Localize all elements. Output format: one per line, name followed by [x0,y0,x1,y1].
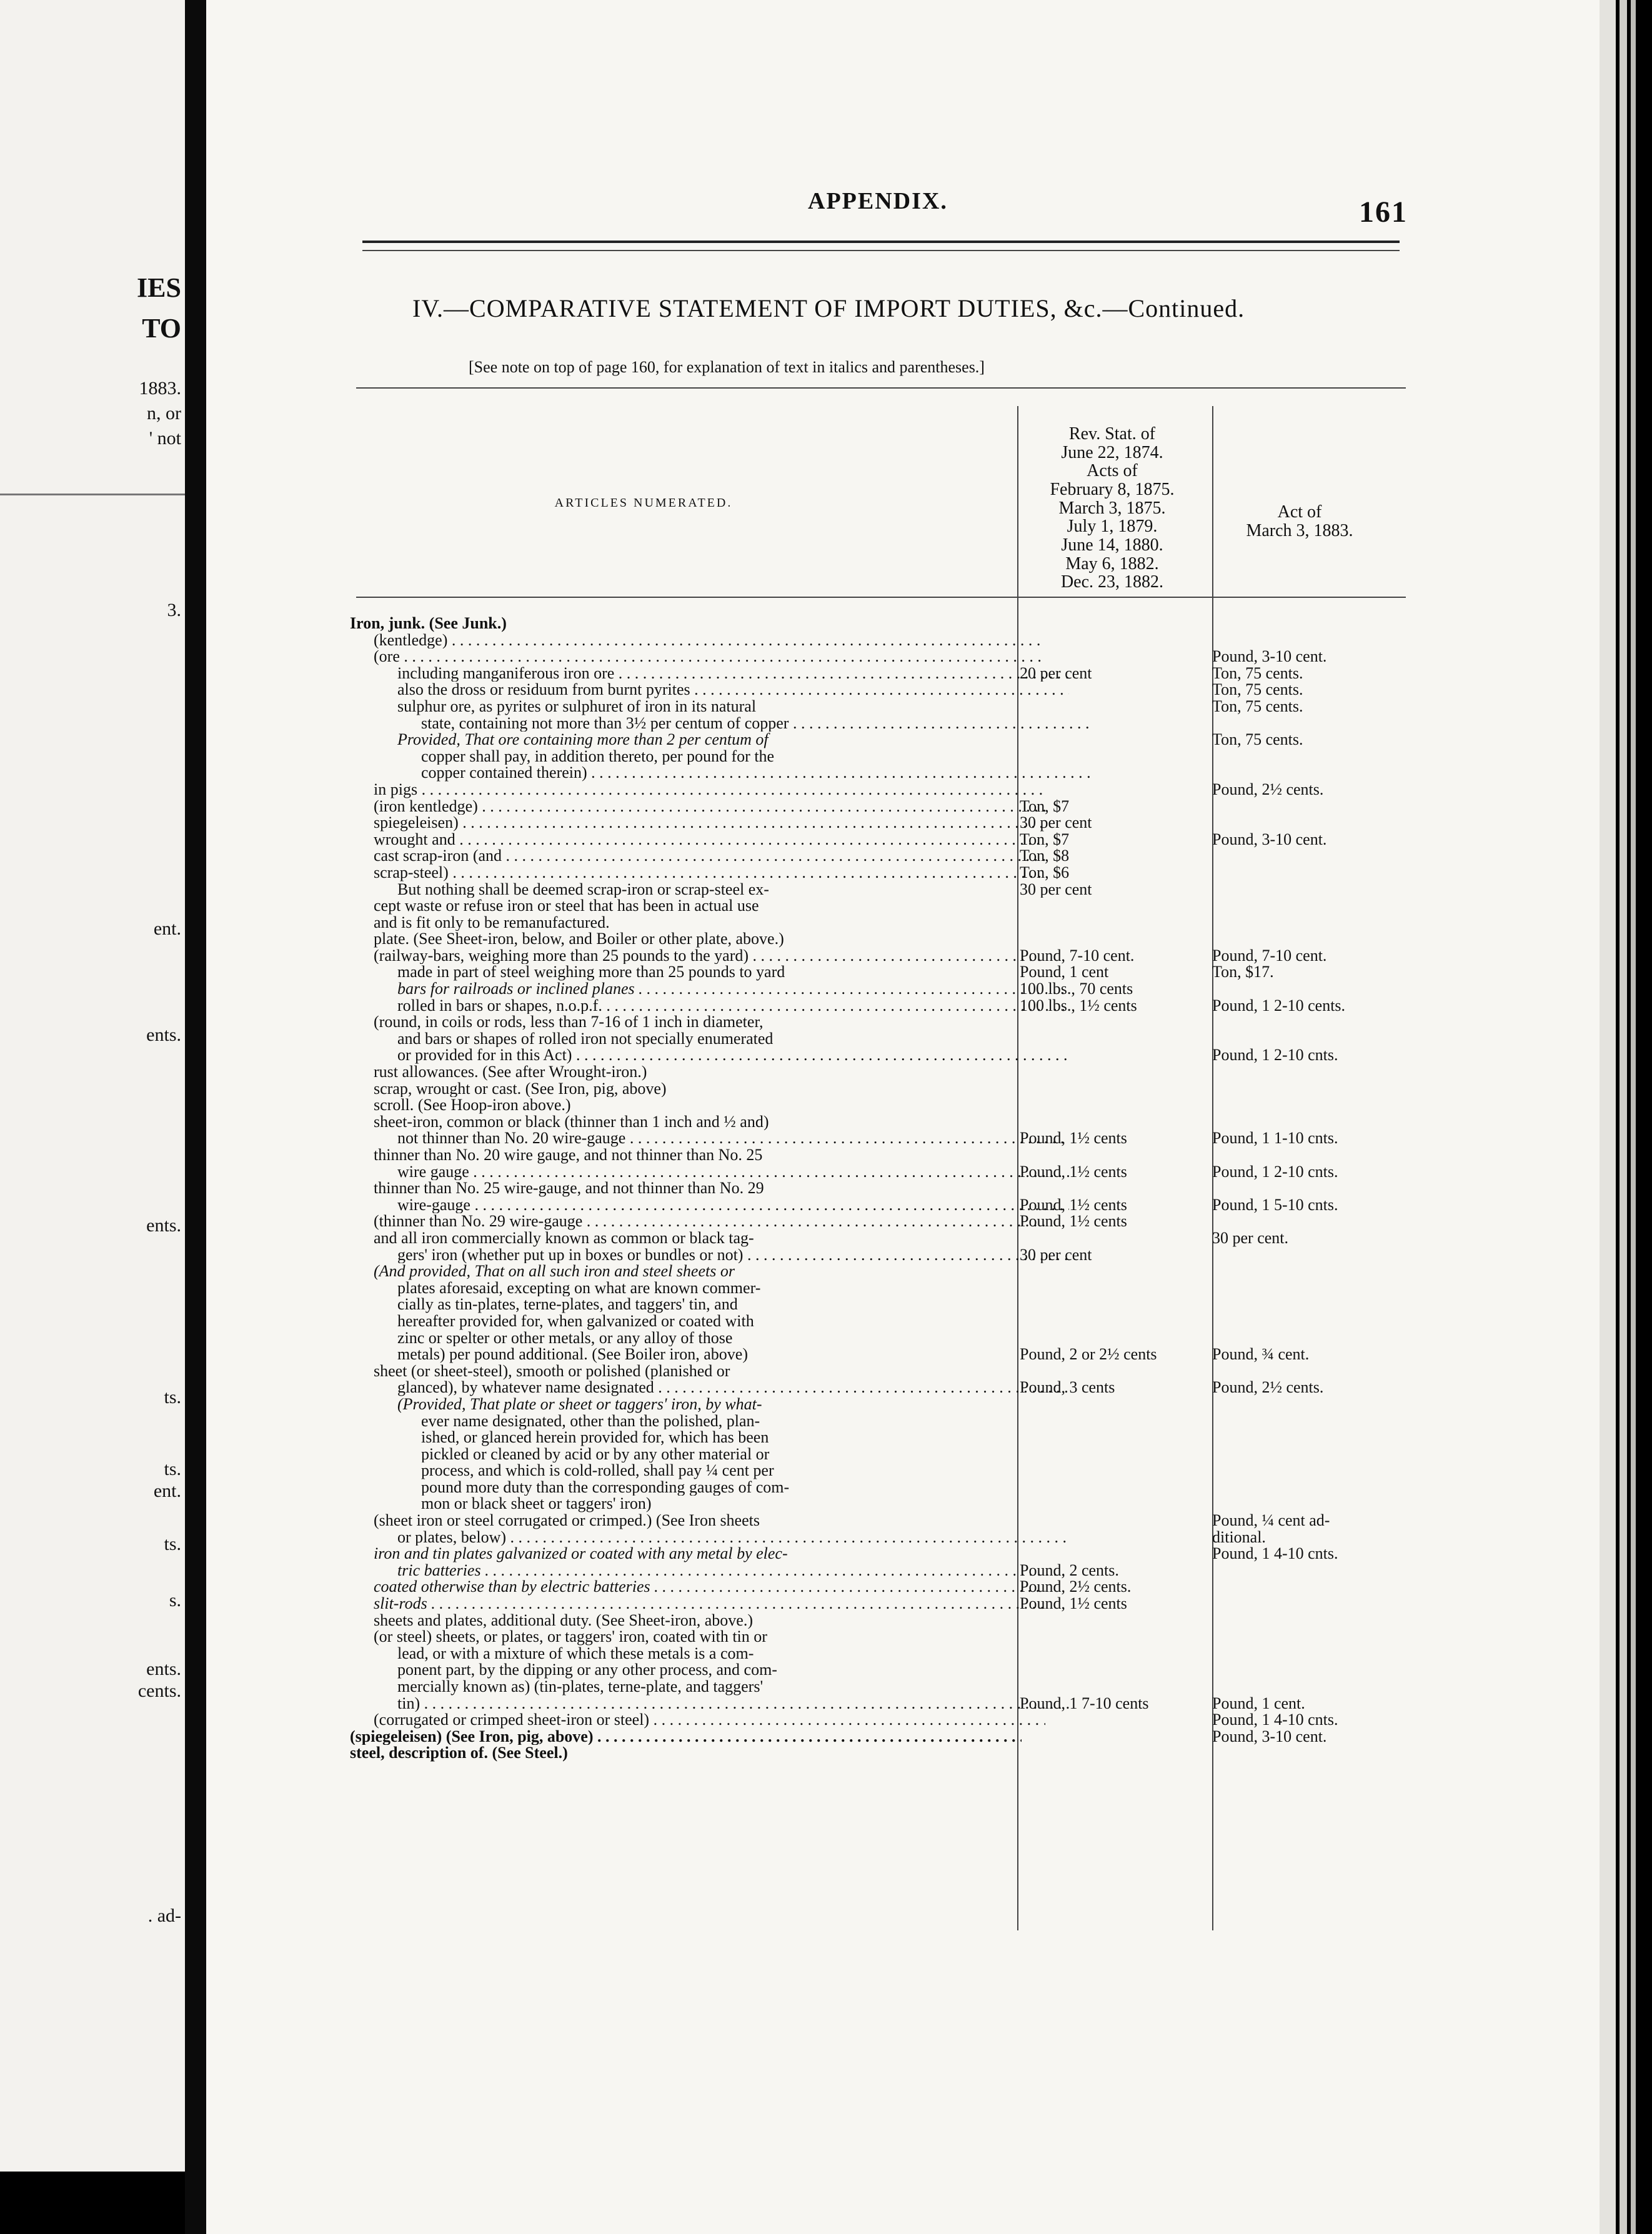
table-row [350,865,1412,881]
article-cell: sheet (or sheet-steel), smooth or polished (planished or [374,1363,730,1380]
new-rate-cell: Pound, 1 2-10 cents. [1212,997,1346,1015]
old-rate-cell: Pound, 7-10 cent. [1020,947,1135,965]
left-page-fragment: . ad- [147,1905,181,1926]
header-rule-thin [362,250,1400,251]
left-page-fragment: ents. [146,1215,181,1236]
table-row [350,1646,1412,1662]
table-row [350,782,1412,798]
old-rate-cell: Ton, $7 [1020,798,1070,815]
article-cell: sheet-iron, common or black (thinner than 1 inch and ½ and) [374,1113,769,1131]
article-cell: gers' iron (whether put up in boxes or bundles or not) . . . [350,1247,1069,1264]
old-acts-header-line: Acts of [1087,461,1138,481]
left-page-fragment: ents. [146,1025,181,1045]
old-rate-cell: 100 lbs., 1½ cents [1020,997,1137,1015]
table-row [350,698,1412,715]
article-cell: (thinner than No. 29 wire-gauge . . . [350,1213,1045,1230]
table-row [350,1031,1412,1048]
table-row [350,848,1412,865]
article-cell: Provided, That ore containing more than 2 per centum of [397,732,769,748]
old-acts-header-line: June 22, 1874. [1061,442,1163,462]
left-page-fragment: ts. [164,1387,181,1407]
article-cell: spiegeleisen) . . . [350,815,1045,832]
article-cell: hereafter provided for, when galvanized or coated with [397,1313,754,1330]
article-cell: sulphur ore, as pyrites or sulphuret of iron in its natural [397,698,757,715]
article-cell: plate. (See Sheet-iron, below, and Boiler or other plate, above.) [374,931,784,948]
new-rate-cell: ditional. [1212,1529,1266,1546]
article-cell: scrap-steel) . . . [350,865,1045,881]
article-cell: iron and tin plates galvanized or coated with any metal by elec- [374,1546,788,1562]
article-cell: (railway-bars, weighing more than 25 pounds to the yard) . . . [350,948,1045,965]
table-row [350,1130,1412,1147]
article-cell: ished, or glanced herein provided for, which has been [421,1429,769,1446]
table-row [350,765,1412,782]
new-rate-cell: Ton, 75 cents. [1212,665,1303,682]
table-row [350,1679,1412,1695]
article-cell: lead, or with a mixture of which these metals is a com- [397,1645,754,1662]
table-row [350,1114,1412,1131]
table-row [350,1579,1412,1596]
act-1883-header-line: Act of [1277,502,1322,522]
old-rate-cell: Pound, 3 cents [1020,1379,1115,1396]
old-rate-cell: 20 per cent [1020,665,1092,682]
old-rate-cell: Ton, $8 [1020,848,1070,865]
article-cell: also the dross or residuum from burnt pyrites . . . [350,682,1069,698]
article-cell: (ore . . . [350,648,1045,665]
table-row [350,1379,1412,1396]
article-cell: tric batteries . . . [350,1562,1069,1579]
article-cell: tin) . . . [350,1695,1069,1712]
old-acts-header-line: Dec. 23, 1882. [1060,572,1164,592]
new-rate-cell: Ton, 75 cents. [1212,698,1303,715]
old-acts-header-line: March 3, 1875. [1058,498,1166,518]
book-gutter [185,0,206,2234]
article-cell: cially as tin-plates, terne-plates, and taggers' tin, and [397,1296,738,1313]
old-acts-header-line: July 1, 1879. [1067,517,1158,537]
old-rate-cell: Ton, $7 [1020,831,1070,848]
new-rate-cell: Pound, 1 1-10 cnts. [1212,1130,1338,1147]
new-rate-cell: Pound, 2½ cents. [1212,781,1324,798]
article-cell: pickled or cleaned by acid or by any other material or [421,1446,770,1463]
left-page-fragment: ' not [149,428,181,449]
column-header-act-1883 [1206,503,1393,540]
new-rate-cell: Ton, 75 cents. [1212,682,1303,698]
table-row [350,998,1412,1015]
left-page-fragment: 3. [167,600,181,620]
article-cell: plates aforesaid, excepting on what are known commer- [397,1279,761,1297]
table-row [350,1596,1412,1612]
page-number: 161 [1359,196,1408,229]
table-row [350,1097,1412,1114]
article-cell: or plates, below) . . . [350,1529,1069,1546]
article-cell: thinner than No. 20 wire gauge, and not thinner than No. 25 [374,1147,763,1164]
table-row [350,715,1412,732]
table-row [350,1047,1412,1064]
new-rate-cell: Ton, $17. [1212,964,1274,981]
old-rate-cell: Pound, 1 7-10 cents [1020,1695,1149,1712]
table-row [350,1081,1412,1098]
article-cell: But nothing shall be deemed scrap-iron or scrap-steel ex- [397,881,769,898]
article-cell: process, and which is cold-rolled, shall pay ¼ cent per [421,1462,774,1479]
new-rate-cell: Ton, 75 cents. [1212,732,1303,748]
duty-table [350,615,1412,1762]
table-row [350,1280,1412,1297]
article-cell: copper shall pay, in addition thereto, per pound for the [421,748,775,765]
article-cell: rolled in bars or shapes, n.o.p.f. . . . [350,998,1069,1015]
article-cell: rust allowances. (See after Wrought-iron.) [374,1064,647,1081]
table-row [350,1745,1412,1762]
table-row [350,1230,1412,1247]
old-rate-cell: Pound, 1½ cents [1020,1596,1127,1612]
table-row [350,1729,1412,1745]
page [206,0,1600,2234]
table-row [350,981,1412,998]
table-row [350,1712,1412,1729]
table-row [350,682,1412,698]
table-row [350,1562,1412,1579]
left-page-fragment: TO [142,313,181,344]
table-row [350,1197,1412,1214]
old-rate-cell: Pound, 1½ cents [1020,1213,1127,1230]
table-row [350,1529,1412,1546]
table-row [350,648,1412,665]
left-page-fragment: s. [169,1590,181,1611]
old-rate-cell: Pound, 1½ cents [1020,1196,1127,1214]
table-row [350,915,1412,931]
table-row [350,615,1412,632]
table-row [350,748,1412,765]
table-row [350,881,1412,898]
table-row [350,798,1412,815]
article-cell: or provided for in this Act) . . . [350,1047,1069,1064]
article-cell: ever name designated, other than the polished, plan- [421,1412,760,1430]
old-rate-cell: Pound, 1 cent [1020,964,1109,981]
table-row [350,1413,1412,1430]
old-rate-cell: Pound, 1½ cents [1020,1130,1127,1147]
table-row [350,1330,1412,1347]
old-acts-header-line: Rev. Stat. of [1068,424,1156,444]
new-rate-cell: Pound, 2½ cents. [1212,1379,1324,1396]
article-cell: zinc or spelter or other metals, or any alloy of those [397,1329,733,1347]
left-page-fragment: cents. [137,1680,181,1701]
new-rate-cell: Pound, 3-10 cent. [1212,648,1327,665]
new-rate-cell: Pound, 1 cent. [1212,1695,1305,1712]
article-cell: steel, description of. (See Steel.) [350,1745,568,1762]
article-cell: (corrugated or crimped sheet-iron or steel) . . . [350,1712,1045,1729]
article-cell: (Provided, That plate or sheet or taggers' iron, by what- [397,1396,762,1413]
article-cell: pound more duty than the corresponding gauges of com- [421,1479,790,1496]
running-title: APPENDIX. [808,188,948,214]
article-cell: ponent part, by the dipping or any other process, and com- [397,1662,777,1679]
header-bottom-rule [356,597,1406,598]
table-row [350,815,1412,832]
new-rate-cell: 30 per cent. [1212,1229,1289,1247]
new-rate-cell: Pound, 1 2-10 cnts. [1212,1163,1338,1181]
article-cell: glanced), by whatever name designated . . . [350,1379,1069,1396]
table-row [350,632,1412,649]
table-row [350,1296,1412,1313]
table-row [350,931,1412,948]
new-rate-cell: Pound, 1 4-10 cnts. [1212,1546,1338,1562]
article-cell: scrap, wrought or cast. (See Iron, pig, above) [374,1080,667,1098]
article-cell: and bars or shapes of rolled iron not specially enumerated [397,1030,774,1048]
column-header-old-acts [1018,425,1206,592]
section-title: IV.—COMPARATIVE STATEMENT OF IMPORT DUTIES, &c.—Continued. [412,294,1245,322]
table-row [350,1546,1412,1562]
act-1883-header-line: March 3, 1883. [1246,520,1353,540]
article-cell: (round, in coils or rods, less than 7-16 of 1 inch in diameter, [374,1014,764,1031]
article-cell: bars for railroads or inclined planes . . . [350,981,1069,998]
page-edge-1 [1600,0,1616,2234]
article-cell: mon or black sheet or taggers' iron) [421,1496,652,1513]
old-rate-cell: Pound, 1½ cents [1020,1163,1127,1181]
left-page-fragment: n, or [147,403,181,424]
article-cell: wire gauge . . . [350,1164,1069,1181]
table-row [350,898,1412,915]
table-row [350,1512,1412,1529]
left-page-fragment: ts. [164,1459,181,1479]
left-page-fragment: ent. [153,918,181,939]
section-note: [See note on top of page 160, for explanation of text in italics and parentheses.] [469,358,985,376]
article-cell: in pigs . . . [350,782,1045,798]
table-row [350,1263,1412,1280]
old-acts-header-line: May 6, 1882. [1065,554,1159,573]
table-row [350,1346,1412,1363]
new-rate-cell: Pound, 3-10 cent. [1212,831,1327,848]
table-row [350,1612,1412,1629]
left-page-fragment: ts. [164,1534,181,1554]
article-cell: metals) per pound additional. (See Boiler iron, above) [397,1346,749,1363]
table-row [350,1247,1412,1264]
old-rate-cell: Pound, 2½ cents. [1020,1579,1132,1596]
old-rate-cell: Pound, 2 cents. [1020,1562,1119,1579]
left-page-fragment: 1883. [139,378,181,399]
old-acts-header-line: February 8, 1875. [1050,480,1175,500]
new-rate-cell: Pound, ¾ cent. [1212,1346,1310,1363]
left-page-edge [0,0,185,2172]
article-cell: slit-rods . . . [350,1596,1045,1612]
article-cell: and is fit only to be remanufactured. [374,914,610,931]
new-rate-cell: Pound, 1 2-10 cnts. [1212,1047,1338,1065]
article-cell: sheets and plates, additional duty. (See Sheet-iron, above.) [374,1612,753,1629]
table-row [350,1363,1412,1380]
table-row [350,1164,1412,1181]
new-rate-cell: Pound, 1 4-10 cnts. [1212,1712,1338,1729]
new-rate-cell: Pound, ¼ cent ad- [1212,1512,1330,1529]
table-row [350,964,1412,981]
article-cell: (kentledge) . . . [350,632,1045,649]
article-cell: (iron kentledge) . . . [350,798,1045,815]
article-cell: (spiegeleisen) (See Iron, pig, above) . . . [350,1729,1022,1745]
article-cell: made in part of steel weighing more than 25 pounds to yard [397,964,785,981]
table-row [350,1629,1412,1646]
table-row [350,732,1412,748]
left-page-fragment: ents. [146,1659,181,1679]
article-cell: scroll. (See Hoop-iron above.) [374,1097,571,1114]
column-header-articles: ARTICLES NUMERATED. [554,496,733,510]
article-cell: wrought and . . . [350,832,1045,848]
old-rate-cell: Ton, $6 [1020,864,1070,881]
article-cell: coated otherwise than by electric batteries . . . [350,1579,1045,1596]
article-cell: thinner than No. 25 wire-gauge, and not thinner than No. 29 [374,1180,764,1197]
article-cell: mercially known as) (tin-plates, terne-plate, and taggers' [397,1679,764,1695]
article-cell: not thinner than No. 20 wire-gauge . . . [350,1130,1069,1147]
table-row [350,1462,1412,1479]
article-cell: state, containing not more than 3½ per centum of copper . . . [350,715,1093,732]
old-rate-cell: Pound, 2 or 2½ cents [1020,1346,1157,1363]
table-row [350,1014,1412,1031]
table-row [350,1180,1412,1197]
table-row [350,1064,1412,1081]
old-rate-cell: 30 per cent [1020,815,1092,832]
table-row [350,1662,1412,1679]
old-rate-cell: 30 per cent [1020,881,1092,898]
table-row [350,1147,1412,1164]
table-row [350,665,1412,682]
table-top-rule [356,387,1406,389]
article-cell: and all iron commercially known as common or black tag- [374,1229,754,1247]
table-row [350,1429,1412,1446]
table-row [350,1496,1412,1512]
table-row [350,1396,1412,1413]
header-rule [362,241,1400,243]
table-row [350,1446,1412,1463]
page-edge-3 [1631,0,1636,2234]
table-row [350,1695,1412,1712]
table-row [350,1213,1412,1230]
table-row [350,948,1412,965]
new-rate-cell: Pound, 7-10 cent. [1212,947,1327,965]
article-cell: (And provided, That on all such iron and steel sheets or [374,1263,735,1280]
left-page-rule [0,494,185,495]
table-row [350,1479,1412,1496]
new-rate-cell: Pound, 1 5-10 cnts. [1212,1196,1338,1214]
article-cell: including manganiferous iron ore . . . [350,665,1069,682]
new-rate-cell: Pound, 3-10 cent. [1212,1728,1327,1745]
left-page-fragment: IES [137,272,181,303]
page-edge-2 [1620,0,1627,2234]
table-row [350,832,1412,848]
article-cell: wire-gauge . . . [350,1197,1069,1214]
article-cell: cast scrap-iron (and . . . [350,848,1045,865]
article-cell: (or steel) sheets, or plates, or taggers' iron, coated with tin or [374,1629,767,1646]
old-rate-cell: 30 per cent [1020,1246,1092,1264]
article-cell: Iron, junk. (See Junk.) [350,615,507,632]
table-row [350,1313,1412,1330]
article-cell: cept waste or refuse iron or steel that has been in actual use [374,898,759,915]
old-rate-cell: 100 lbs., 70 cents [1020,981,1133,998]
left-page-fragment: ent. [153,1481,181,1501]
old-acts-header-line: June 14, 1880. [1061,535,1163,555]
article-cell: (sheet iron or steel corrugated or crimped.) (See Iron sheets [374,1512,760,1529]
article-cell: copper contained therein) . . . [350,765,1093,782]
